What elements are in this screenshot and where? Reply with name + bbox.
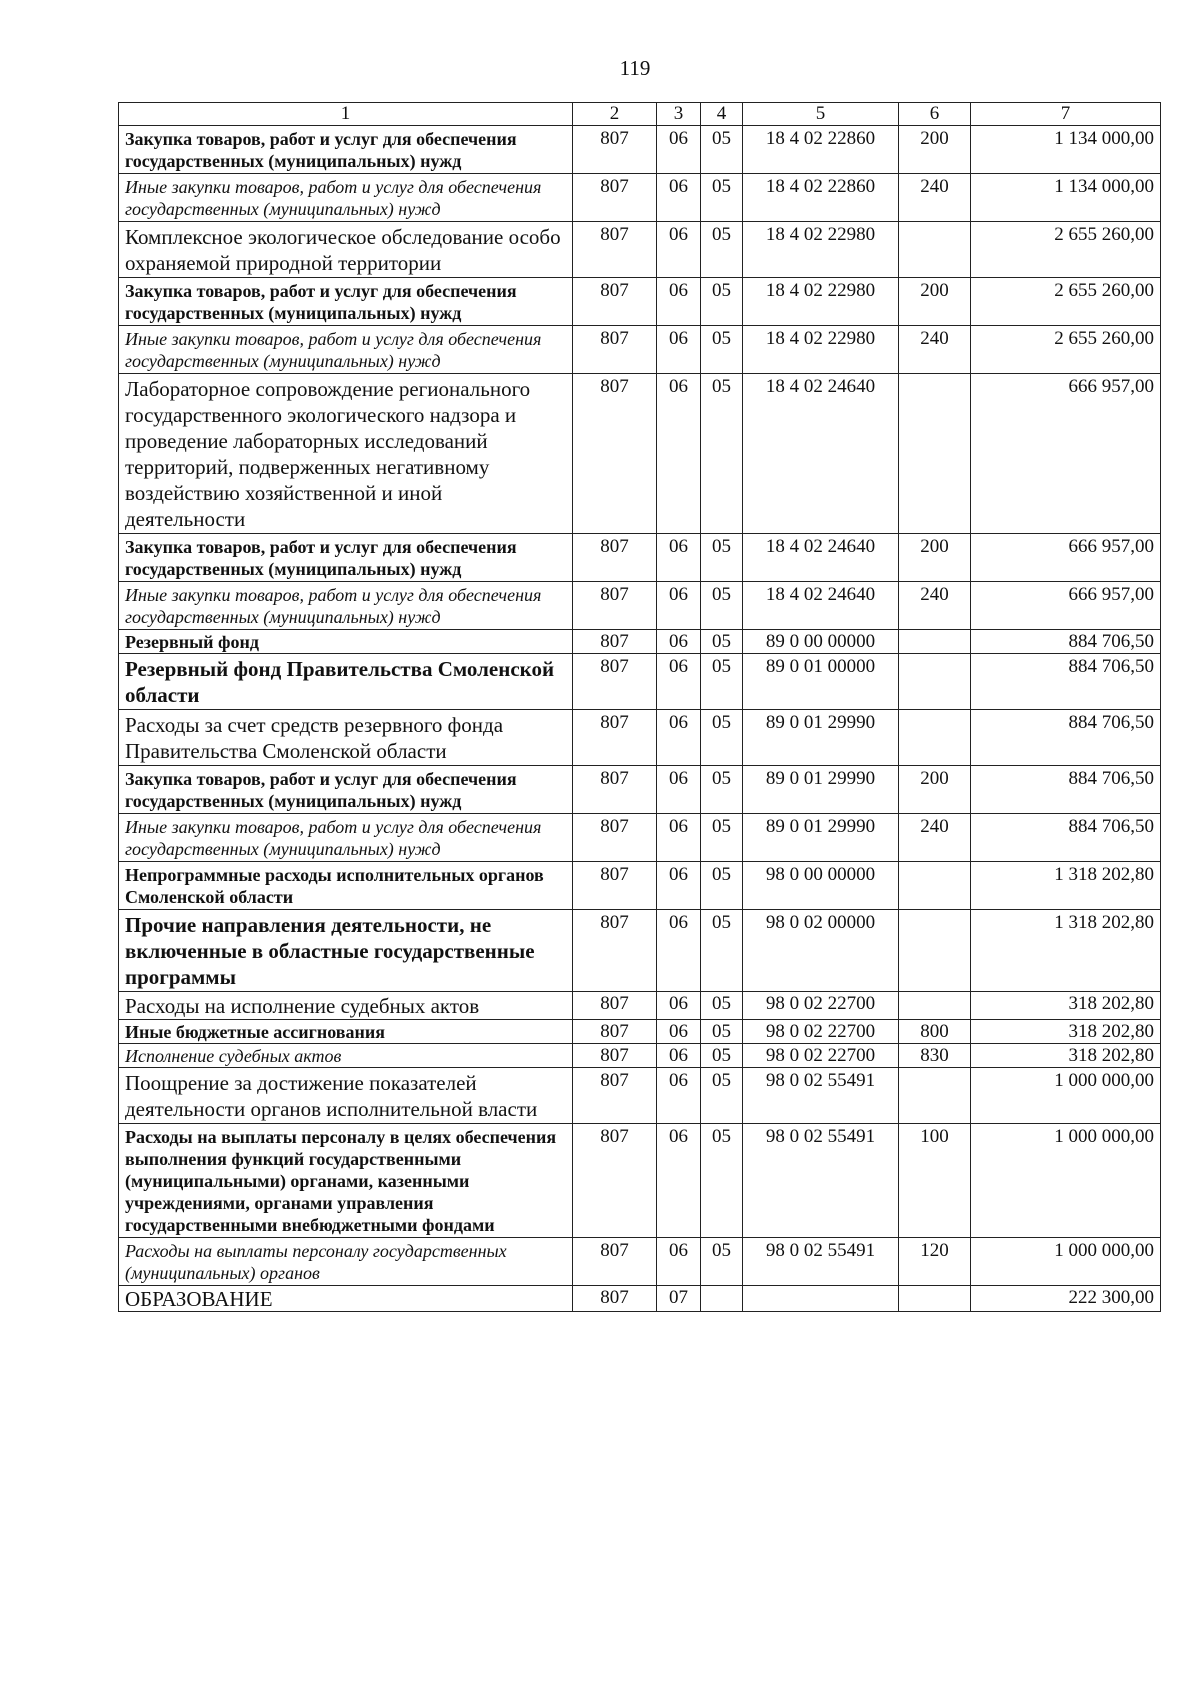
expense-type-code-cell bbox=[899, 630, 971, 654]
expense-type-code-cell: 240 bbox=[899, 174, 971, 222]
item-name-cell: Иные закупки товаров, работ и услуг для обеспечения государственных (муниципальных) нужд bbox=[119, 814, 573, 862]
amount-cell: 318 202,80 bbox=[971, 1020, 1161, 1044]
amount-cell: 1 000 000,00 bbox=[971, 1238, 1161, 1286]
ministry-code-cell: 807 bbox=[573, 1238, 657, 1286]
table-row bbox=[119, 278, 1161, 326]
table-row bbox=[119, 1286, 1161, 1312]
item-name-cell: Иные закупки товаров, работ и услуг для обеспечения государственных (муниципальных) нужд bbox=[119, 174, 573, 222]
table-row bbox=[119, 862, 1161, 910]
section-code-cell: 06 bbox=[657, 1068, 701, 1124]
table-row bbox=[119, 992, 1161, 1020]
item-name-cell: Закупка товаров, работ и услуг для обеспечения государственных (муниципальных) нужд bbox=[119, 126, 573, 174]
item-name-cell: Резервный фонд bbox=[119, 630, 573, 654]
header-col-3: 3 bbox=[657, 103, 701, 126]
target-article-code-cell: 18 4 02 22980 bbox=[743, 326, 899, 374]
table-body bbox=[119, 126, 1161, 1312]
target-article-code-cell: 18 4 02 24640 bbox=[743, 374, 899, 534]
expense-type-code-cell: 200 bbox=[899, 766, 971, 814]
target-article-code-cell: 89 0 01 29990 bbox=[743, 766, 899, 814]
item-name-cell: Иные закупки товаров, работ и услуг для обеспечения государственных (муниципальных) нужд bbox=[119, 582, 573, 630]
amount-cell: 666 957,00 bbox=[971, 374, 1161, 534]
header-col-1: 1 bbox=[119, 103, 573, 126]
ministry-code-cell: 807 bbox=[573, 174, 657, 222]
item-name-cell: Лабораторное сопровождение регионального государственного экологического надзора и проведение лабораторных исследований территорий, подверженных негативному воздействию хозяйственной и иной деятельности bbox=[119, 374, 573, 534]
target-article-code-cell: 98 0 02 00000 bbox=[743, 910, 899, 992]
section-code-cell: 06 bbox=[657, 814, 701, 862]
header-col-5: 5 bbox=[743, 103, 899, 126]
target-article-code-cell: 18 4 02 22860 bbox=[743, 126, 899, 174]
section-code-cell: 06 bbox=[657, 534, 701, 582]
item-name-cell: Расходы за счет средств резервного фонда Правительства Смоленской области bbox=[119, 710, 573, 766]
table-row bbox=[119, 326, 1161, 374]
ministry-code-cell: 807 bbox=[573, 862, 657, 910]
table-row bbox=[119, 174, 1161, 222]
item-name-cell: ОБРАЗОВАНИЕ bbox=[119, 1286, 573, 1312]
amount-cell: 1 318 202,80 bbox=[971, 862, 1161, 910]
target-article-code-cell: 98 0 02 22700 bbox=[743, 1044, 899, 1068]
subsection-code-cell: 05 bbox=[701, 278, 743, 326]
amount-cell: 2 655 260,00 bbox=[971, 326, 1161, 374]
header-row bbox=[119, 103, 1161, 126]
header-col-7: 7 bbox=[971, 103, 1161, 126]
subsection-code-cell: 05 bbox=[701, 862, 743, 910]
section-code-cell: 06 bbox=[657, 582, 701, 630]
ministry-code-cell: 807 bbox=[573, 710, 657, 766]
ministry-code-cell: 807 bbox=[573, 630, 657, 654]
table-row bbox=[119, 582, 1161, 630]
item-name-cell: Прочие направления деятельности, не включенные в областные государственные программы bbox=[119, 910, 573, 992]
subsection-code-cell: 05 bbox=[701, 126, 743, 174]
amount-cell: 1 134 000,00 bbox=[971, 126, 1161, 174]
target-article-code-cell: 18 4 02 22980 bbox=[743, 278, 899, 326]
expense-type-code-cell: 200 bbox=[899, 278, 971, 326]
section-code-cell: 06 bbox=[657, 1044, 701, 1068]
expense-type-code-cell bbox=[899, 992, 971, 1020]
subsection-code-cell: 05 bbox=[701, 582, 743, 630]
amount-cell: 884 706,50 bbox=[971, 630, 1161, 654]
expense-type-code-cell: 200 bbox=[899, 126, 971, 174]
target-article-code-cell: 89 0 01 29990 bbox=[743, 814, 899, 862]
table-row bbox=[119, 126, 1161, 174]
target-article-code-cell: 18 4 02 24640 bbox=[743, 534, 899, 582]
target-article-code-cell: 18 4 02 22980 bbox=[743, 222, 899, 278]
subsection-code-cell: 05 bbox=[701, 374, 743, 534]
item-name-cell: Расходы на исполнение судебных актов bbox=[119, 992, 573, 1020]
section-code-cell: 07 bbox=[657, 1286, 701, 1312]
table-row bbox=[119, 630, 1161, 654]
table-row bbox=[119, 814, 1161, 862]
ministry-code-cell: 807 bbox=[573, 910, 657, 992]
table-row bbox=[119, 1020, 1161, 1044]
subsection-code-cell: 05 bbox=[701, 1068, 743, 1124]
section-code-cell: 06 bbox=[657, 766, 701, 814]
table-row bbox=[119, 654, 1161, 710]
section-code-cell: 06 bbox=[657, 1124, 701, 1238]
table-row bbox=[119, 534, 1161, 582]
expense-type-code-cell: 100 bbox=[899, 1124, 971, 1238]
target-article-code-cell: 89 0 00 00000 bbox=[743, 630, 899, 654]
item-name-cell: Резервный фонд Правительства Смоленской области bbox=[119, 654, 573, 710]
section-code-cell: 06 bbox=[657, 654, 701, 710]
item-name-cell: Расходы на выплаты персоналу в целях обеспечения выполнения функций государственными (муниципальными) органами, казенными учреждениями, органами управления государственными внебюджетными фондами bbox=[119, 1124, 573, 1238]
amount-cell: 884 706,50 bbox=[971, 654, 1161, 710]
table-row bbox=[119, 710, 1161, 766]
item-name-cell: Расходы на выплаты персоналу государственных (муниципальных) органов bbox=[119, 1238, 573, 1286]
subsection-code-cell: 05 bbox=[701, 174, 743, 222]
subsection-code-cell: 05 bbox=[701, 1124, 743, 1238]
expense-type-code-cell bbox=[899, 862, 971, 910]
ministry-code-cell: 807 bbox=[573, 326, 657, 374]
header-col-4: 4 bbox=[701, 103, 743, 126]
section-code-cell: 06 bbox=[657, 710, 701, 766]
amount-cell: 2 655 260,00 bbox=[971, 222, 1161, 278]
amount-cell: 222 300,00 bbox=[971, 1286, 1161, 1312]
amount-cell: 884 706,50 bbox=[971, 710, 1161, 766]
subsection-code-cell: 05 bbox=[701, 326, 743, 374]
ministry-code-cell: 807 bbox=[573, 278, 657, 326]
section-code-cell: 06 bbox=[657, 278, 701, 326]
expense-type-code-cell bbox=[899, 910, 971, 992]
expense-type-code-cell: 240 bbox=[899, 582, 971, 630]
expense-type-code-cell bbox=[899, 1068, 971, 1124]
expense-type-code-cell bbox=[899, 710, 971, 766]
amount-cell: 318 202,80 bbox=[971, 1044, 1161, 1068]
ministry-code-cell: 807 bbox=[573, 1020, 657, 1044]
expense-type-code-cell bbox=[899, 654, 971, 710]
target-article-code-cell: 98 0 02 55491 bbox=[743, 1068, 899, 1124]
subsection-code-cell: 05 bbox=[701, 654, 743, 710]
table-row bbox=[119, 1124, 1161, 1238]
subsection-code-cell: 05 bbox=[701, 910, 743, 992]
target-article-code-cell: 89 0 01 00000 bbox=[743, 654, 899, 710]
subsection-code-cell: 05 bbox=[701, 630, 743, 654]
subsection-code-cell bbox=[701, 1286, 743, 1312]
amount-cell: 884 706,50 bbox=[971, 766, 1161, 814]
table-row bbox=[119, 1044, 1161, 1068]
ministry-code-cell: 807 bbox=[573, 766, 657, 814]
item-name-cell: Закупка товаров, работ и услуг для обеспечения государственных (муниципальных) нужд bbox=[119, 766, 573, 814]
item-name-cell: Иные бюджетные ассигнования bbox=[119, 1020, 573, 1044]
subsection-code-cell: 05 bbox=[701, 992, 743, 1020]
expense-type-code-cell: 240 bbox=[899, 326, 971, 374]
section-code-cell: 06 bbox=[657, 326, 701, 374]
expense-type-code-cell bbox=[899, 374, 971, 534]
ministry-code-cell: 807 bbox=[573, 992, 657, 1020]
ministry-code-cell: 807 bbox=[573, 534, 657, 582]
ministry-code-cell: 807 bbox=[573, 814, 657, 862]
target-article-code-cell: 98 0 02 55491 bbox=[743, 1238, 899, 1286]
item-name-cell: Непрограммные расходы исполнительных органов Смоленской области bbox=[119, 862, 573, 910]
table-row bbox=[119, 222, 1161, 278]
ministry-code-cell: 807 bbox=[573, 126, 657, 174]
ministry-code-cell: 807 bbox=[573, 1286, 657, 1312]
section-code-cell: 06 bbox=[657, 374, 701, 534]
target-article-code-cell: 89 0 01 29990 bbox=[743, 710, 899, 766]
budget-table bbox=[118, 102, 1161, 1312]
table-row bbox=[119, 374, 1161, 534]
target-article-code-cell: 18 4 02 24640 bbox=[743, 582, 899, 630]
section-code-cell: 06 bbox=[657, 630, 701, 654]
amount-cell: 1 000 000,00 bbox=[971, 1124, 1161, 1238]
subsection-code-cell: 05 bbox=[701, 814, 743, 862]
table-row bbox=[119, 910, 1161, 992]
expense-type-code-cell: 240 bbox=[899, 814, 971, 862]
ministry-code-cell: 807 bbox=[573, 1068, 657, 1124]
ministry-code-cell: 807 bbox=[573, 1124, 657, 1238]
subsection-code-cell: 05 bbox=[701, 534, 743, 582]
section-code-cell: 06 bbox=[657, 222, 701, 278]
section-code-cell: 06 bbox=[657, 992, 701, 1020]
table-row bbox=[119, 766, 1161, 814]
item-name-cell: Иные закупки товаров, работ и услуг для обеспечения государственных (муниципальных) нужд bbox=[119, 326, 573, 374]
item-name-cell: Закупка товаров, работ и услуг для обеспечения государственных (муниципальных) нужд bbox=[119, 534, 573, 582]
amount-cell: 666 957,00 bbox=[971, 582, 1161, 630]
page-number: 119 bbox=[619, 56, 651, 80]
item-name-cell: Комплексное экологическое обследование особо охраняемой природной территории bbox=[119, 222, 573, 278]
expense-type-code-cell: 120 bbox=[899, 1238, 971, 1286]
target-article-code-cell: 98 0 02 55491 bbox=[743, 1124, 899, 1238]
header-col-6: 6 bbox=[899, 103, 971, 126]
ministry-code-cell: 807 bbox=[573, 582, 657, 630]
subsection-code-cell: 05 bbox=[701, 1238, 743, 1286]
item-name-cell: Закупка товаров, работ и услуг для обеспечения государственных (муниципальных) нужд bbox=[119, 278, 573, 326]
ministry-code-cell: 807 bbox=[573, 654, 657, 710]
subsection-code-cell: 05 bbox=[701, 710, 743, 766]
target-article-code-cell bbox=[743, 1286, 899, 1312]
header-col-2: 2 bbox=[573, 103, 657, 126]
expense-type-code-cell bbox=[899, 1286, 971, 1312]
section-code-cell: 06 bbox=[657, 1238, 701, 1286]
target-article-code-cell: 98 0 00 00000 bbox=[743, 862, 899, 910]
amount-cell: 1 318 202,80 bbox=[971, 910, 1161, 992]
subsection-code-cell: 05 bbox=[701, 222, 743, 278]
table-row bbox=[119, 1238, 1161, 1286]
target-article-code-cell: 98 0 02 22700 bbox=[743, 1020, 899, 1044]
target-article-code-cell: 18 4 02 22860 bbox=[743, 174, 899, 222]
ministry-code-cell: 807 bbox=[573, 222, 657, 278]
section-code-cell: 06 bbox=[657, 862, 701, 910]
ministry-code-cell: 807 bbox=[573, 1044, 657, 1068]
section-code-cell: 06 bbox=[657, 174, 701, 222]
amount-cell: 666 957,00 bbox=[971, 534, 1161, 582]
item-name-cell: Исполнение судебных актов bbox=[119, 1044, 573, 1068]
amount-cell: 884 706,50 bbox=[971, 814, 1161, 862]
item-name-cell: Поощрение за достижение показателей деятельности органов исполнительной власти bbox=[119, 1068, 573, 1124]
amount-cell: 2 655 260,00 bbox=[971, 278, 1161, 326]
table-row bbox=[119, 1068, 1161, 1124]
section-code-cell: 06 bbox=[657, 910, 701, 992]
section-code-cell: 06 bbox=[657, 126, 701, 174]
target-article-code-cell: 98 0 02 22700 bbox=[743, 992, 899, 1020]
subsection-code-cell: 05 bbox=[701, 766, 743, 814]
expense-type-code-cell bbox=[899, 222, 971, 278]
expense-type-code-cell: 830 bbox=[899, 1044, 971, 1068]
amount-cell: 1 000 000,00 bbox=[971, 1068, 1161, 1124]
expense-type-code-cell: 200 bbox=[899, 534, 971, 582]
ministry-code-cell: 807 bbox=[573, 374, 657, 534]
subsection-code-cell: 05 bbox=[701, 1044, 743, 1068]
amount-cell: 1 134 000,00 bbox=[971, 174, 1161, 222]
amount-cell: 318 202,80 bbox=[971, 992, 1161, 1020]
section-code-cell: 06 bbox=[657, 1020, 701, 1044]
subsection-code-cell: 05 bbox=[701, 1020, 743, 1044]
expense-type-code-cell: 800 bbox=[899, 1020, 971, 1044]
